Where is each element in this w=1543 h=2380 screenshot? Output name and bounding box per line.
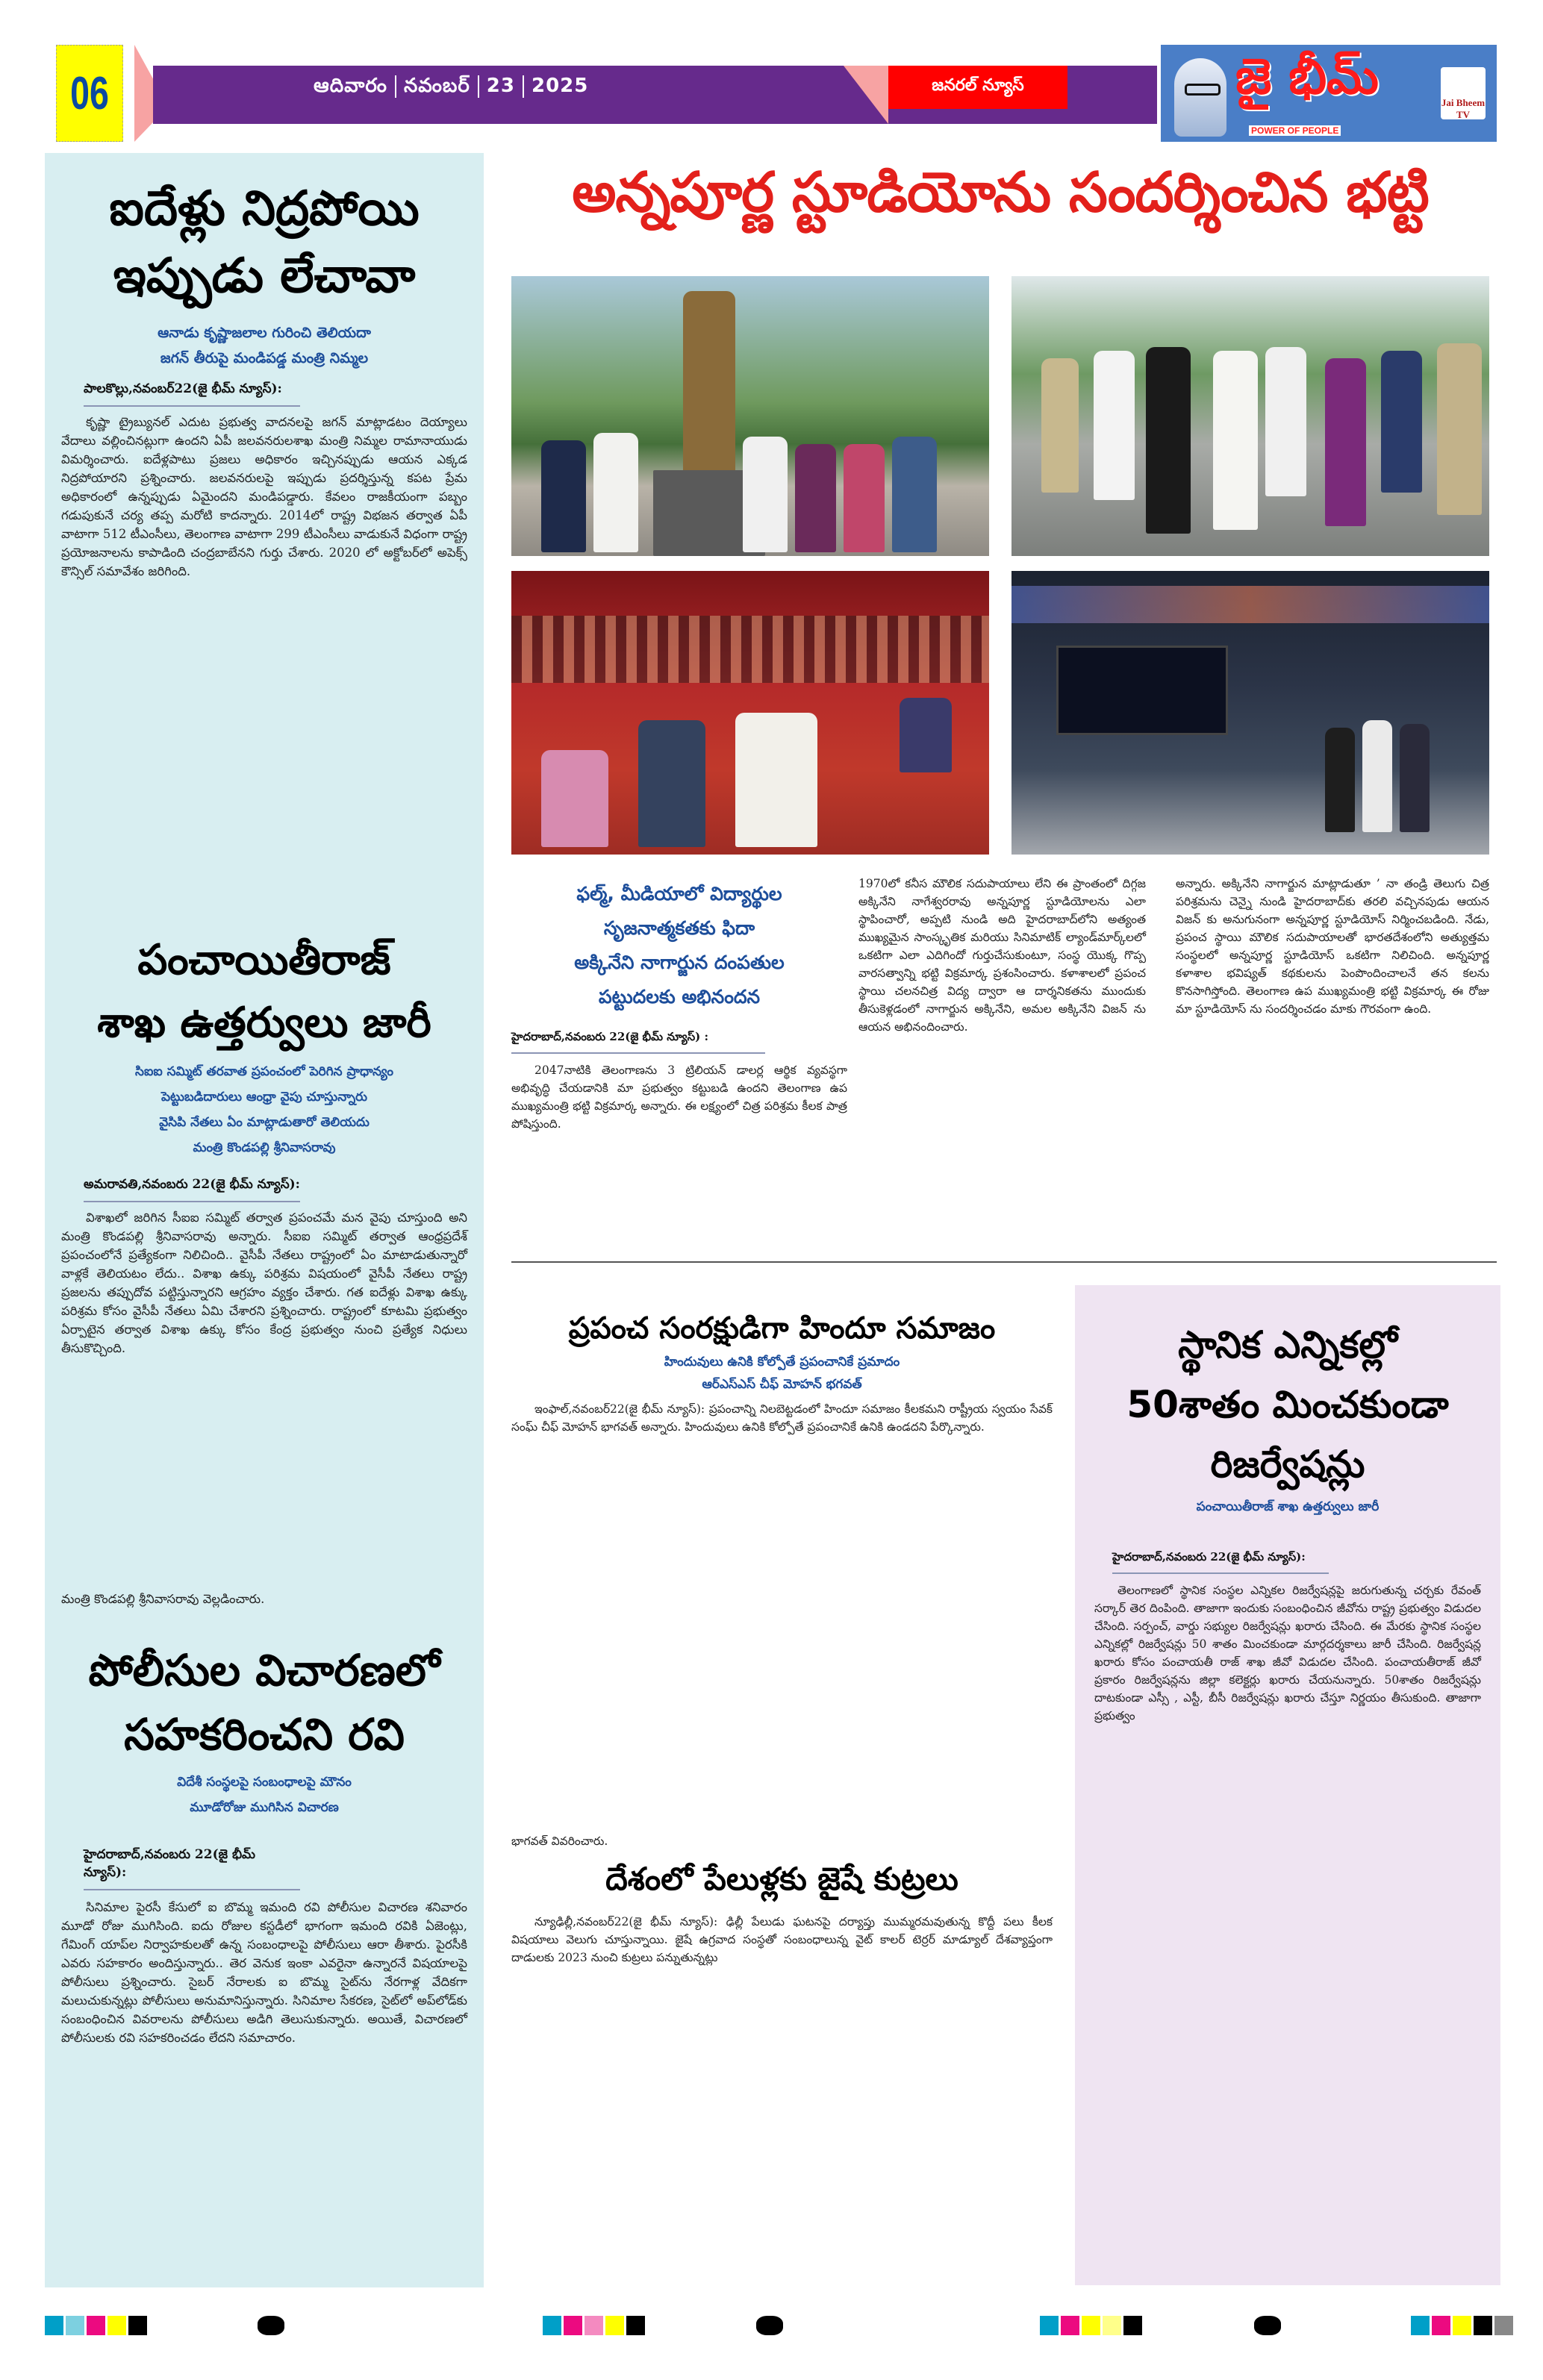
- deck: [511, 1351, 1053, 1396]
- left-column: [45, 153, 484, 2287]
- subheadline-line: సృజనాత్మకతకు ఫిదా: [603, 917, 755, 939]
- page-number-edge: [134, 45, 153, 142]
- day: ఆదివారం: [314, 75, 387, 97]
- article-body: తెలంగాణలో స్థానిక సంస్థల ఎన్నికల రిజర్వేషన్లపై జరుగుతున్న చర్చకు రేవంత్ సర్కార్ తెర దింపింది. తాజాగా ఇందుకు సంబంధించిన జీవోను రాష్ట్ర ప్రభుత్వం విడుదల చేసింది. సర్పంచ్, వార్డు సభ్యుల రిజర్వేషన్లు ఖరారు చేసింది. ఈ మేరకు స్థానిక సంస్థల ఎన్నికల్లో రిజర్వేషన్లు 50 శాతం మించకుండా మార్గదర్శకాలు జారీ చేసింది. రిజర్వేషన్ల ఖరారు కోసం పంచాయతీ రాజ్ శాఖ జీవో విడుదల చేసింది. పంచాయతీరాజ్ జీవో ప్రకారం రిజర్వేషన్లను జిల్లా కలెక్టర్లు ఖరారు చేయనున్నారు. 50శాతం రిజర్వేషన్లు దాటకుండా ఎస్సీ , ఎస్టీ, బీసీ రిజర్వేషన్లు ఖరారు చేస్తూ నిర్ణయం తీసుకుంది. తాజాగా ప్రభుత్వం: [1094, 1584, 1481, 1722]
- jai-bheem-tv-logo: Jai Bheem TV: [1441, 67, 1486, 119]
- photo-theatre-students: [511, 571, 989, 855]
- deck-line: సిఐఐ సమ్మిట్ తరవాత ప్రపంచంలో పెరిగిన ప్రాధాన్యం: [135, 1064, 393, 1079]
- deck-line: హిందువులు ఉనికి కోల్పోతే ప్రపంచానికే ప్రమాదం: [664, 1355, 900, 1369]
- article-mohan-bhagwat: [511, 1306, 1053, 1436]
- color-registration-mark: [1411, 2316, 1513, 2335]
- headline: [1075, 1315, 1500, 1494]
- main-headline: అన్నపూర్ణ స్టూడియోను సందర్శించిన భట్టి: [572, 160, 1429, 225]
- section-divider: [511, 1261, 1497, 1263]
- right-box: [1075, 1285, 1500, 2285]
- deck-line: ఆనాడు కృష్ణాజలాల గురించి తెలియదా: [158, 325, 371, 341]
- deck-line: పెట్టుబడిదారులు ఆంధ్రా వైపు చూస్తున్నారు: [160, 1090, 368, 1105]
- headline-line: రిజర్వేషన్లు: [1210, 1443, 1365, 1486]
- photo-walking-visit: [1011, 276, 1489, 556]
- date: 23: [486, 75, 515, 97]
- headline: దేశంలో పేలుళ్లకు జైషే కుట్రలు: [605, 1861, 958, 1897]
- headline-line: ఐదేళ్లు నిద్రపోయి: [109, 181, 420, 237]
- article-panchayati: [61, 929, 467, 1606]
- registration-dot: [1254, 2316, 1281, 2335]
- headline-line: స్థానిక ఎన్నికల్లో: [1178, 1323, 1397, 1367]
- headline-line: పంచాయితీరాజ్: [137, 936, 391, 984]
- registration-dot: [258, 2316, 284, 2335]
- article-body: కృష్ణా ట్రైబ్యునల్ ఎదుట ప్రభుత్వ వాదనలపై జగన్ మాట్లాడటం దెయ్యాలు వేదాలు వల్లించినట్లుగా ఉందని ఏపీ జలవనరులశాఖ మంత్రి నిమ్మల రామానాయుడు విమర్శించారు. ఐదేళ్లపాటు ప్రజలు అధికారం ఇచ్చినప్పుడు ఆయన ఎక్కడ నిద్రపోయారని ప్రశ్నించారు. జలవనరులపై ఇప్పుడు ప్రదర్శిస్తున్న కపట ప్రేమ అధికారంలో ఉన్నప్పుడు ఏమైందని మండిపడ్డారు. కేవలం రాజకీయంగా పబ్బం గడుపుకునే చర్య తప్ప మరోటి కాదన్నారు. 2014లో రాష్ట్ర విభజన తర్వాత ఏపీ వాటాగా 512 టీఎంసీలు, తెలంగాణ వాటాగా 299 టీఎంసీలు వాడుకునే విధంగా రాష్ట్ర ప్రయోజనాలను కాపాడింది చంద్రబాబేనని గుర్తు చేశారు. 2020 లో అక్టోబర్‌లో అపెక్స్ కౌన్సిల్ సమావేశం జరిగింది.: [61, 415, 467, 578]
- article-body: ఇంఫాల్,నవంబర్22(జై భీమ్ న్యూస్): ప్రపంచాన్ని నిలబెట్టడంలో హిందూ సమాజం కీలకమని రాష్ట్రీయ స్వయం సేవక్ సంఘ్ చీఫ్ మోహన్ భాగవత్ అన్నారు. హిందువులు ఉనికి కోల్పోతే ప్రపంచానికే ఉనికి ఉండదని పేర్కొన్నారు.: [511, 1402, 1053, 1434]
- article-ibomma-ravi: [61, 1638, 467, 2047]
- dateline: హైదరాబాద్,నవంబరు 22(జై భీమ్ న్యూస్) :: [511, 1030, 765, 1054]
- headline: [61, 929, 467, 1055]
- article-body: విశాఖలో జరిగిన సీఐఐ సమ్మిట్ తర్వాత ప్రపంచమే మన వైపు చూస్తుంది అని మంత్రి కొండపల్లి శ్రీనివాసరావు అన్నారు. సీఐఐ సమ్మిట్ తర్వాత ఆంధ్రప్రదేశ్ ప్రపంచంలోనే ప్రత్యేకంగా నిలిచింది.. వైసీపీ నేతలు రాష్ట్రంలో ఏం మాటాడుతున్నారో వాళ్లకే తెలియటం లేదు.. విశాఖ ఉక్కు పరిశ్రమ విషయంలో వైసీపీ నేతలు రాష్ట్ర ప్రజలను తప్పుదోవ పట్టిస్తున్నారని ఆగ్రహం వ్యక్తం చేశారు. గత ఐదేళ్లు విశాఖ ఉక్కు పరిశ్రమ కోసం వైసీపీ నేతలు ఏమి చేశారని ప్రశ్నించారు. రాష్ట్రంలో కూటమి ప్రభుత్వం ఏర్పాటైన తర్వాత విశాఖ ఉక్కు కోసం కేంద్ర ప్రభుత్వం నుంచి ప్రత్యేక నిధులు తీసుకొచ్చింది.: [61, 1211, 467, 1355]
- deck: [61, 1770, 467, 1820]
- deck: పంచాయితీరాజ్ శాఖ ఉత్తర్వులు జారీ: [1196, 1499, 1380, 1514]
- deck-line: మంత్రి కొండపల్లి శ్రీనివాసరావు: [193, 1140, 336, 1155]
- deck-line: ఆర్ఎస్ఎస్ చీఫ్ మోహన్ భగవత్: [702, 1377, 862, 1392]
- deck-line: జగన్ తీరుపై మండిపడ్డ మంత్రి నిమ్మల: [160, 350, 369, 366]
- article-body: న్యూఢిల్లీ,నవంబర్22(జై భీమ్ న్యూస్): ఢిల్లీ పేలుడు ఘటనపై దర్యాప్తు ముమ్మరమవుతున్న కొద్దీ పలు కీలక విషయాలు వెలుగు చూస్తున్నాయి. జైషే ఉగ్రవాద సంస్థతో సంబంధాలున్న వైట్ కాలర్ టెర్రర్ మాడ్యూల్ దేశవ్యాప్తంగా దాడులకు 2023 నుంచి కుట్రలు పన్నుతున్నట్లు: [511, 1915, 1053, 1964]
- section-label: జనరల్ న్యూస్: [888, 66, 1067, 109]
- headline-line: 50శాతం మించకుండా: [1126, 1383, 1449, 1426]
- article-closing: మంత్రి కొండపల్లి శ్రీనివాసరావు వెల్లడించారు.: [61, 1592, 265, 1606]
- dateline: హైదరాబాద్,నవంబరు 22(జై భీమ్ న్యూస్):: [1112, 1550, 1329, 1574]
- deck: [61, 320, 467, 371]
- page-number: 06: [56, 45, 123, 142]
- color-registration-mark: [45, 2316, 147, 2335]
- color-registration-mark: [543, 2316, 645, 2335]
- main-story-col1: [511, 877, 847, 1133]
- headline-line: సహకరించని రవి: [124, 1709, 405, 1760]
- deck-line: మూడోరోజు ముగిసిన విచారణ: [190, 1800, 339, 1815]
- subheadline: [511, 877, 847, 1014]
- headline-line: ఇప్పుడు లేచావా: [113, 249, 416, 304]
- registration-dot: [756, 2316, 783, 2335]
- headline: [61, 1638, 467, 1767]
- issue-date: [314, 75, 588, 101]
- article-closing: భాగవత్ వివరించారు.: [511, 1834, 608, 1848]
- article-nimmala: [45, 153, 484, 581]
- deck-line: విదేశీ సంస్థలపై సంబంధాలపై మౌనం: [177, 1775, 352, 1790]
- photo-dolby-theatre: [1011, 571, 1489, 855]
- ambedkar-portrait-icon: [1174, 58, 1226, 137]
- photo-statue-group: [511, 276, 989, 556]
- dateline: హైదరాబాద్,నవంబరు 22(జై భీమ్ న్యూస్):: [84, 1847, 300, 1890]
- headline: ప్రపంచ సంరక్షుడిగా హిందూ సమాజం: [568, 1311, 996, 1346]
- masthead-logo: [1161, 45, 1497, 142]
- logo-brand: జై భీమ్: [1235, 48, 1379, 105]
- subheadline-line: అక్కినేని నాగార్జున దంపతుల: [574, 952, 785, 973]
- color-registration-mark: [1040, 2316, 1142, 2335]
- year: 2025: [531, 75, 589, 97]
- main-story-col3: అన్నారు. అక్కినేని నాగార్జున మాట్లాడుతూ ’ నా తండ్రి తెలుగు చిత్ర పరిశ్రమను చెన్నై నుండి హైదరాబాద్‌కు తరలి వచ్చినపుడు ఆయన విజన్ కు అనుగునంగా అన్నపూర్ణ స్టూడియోస్ నిర్మించబడింది. నేడు, ప్రపంచ స్థాయి మౌలిక సదుపాయాలతో భారతదేశంలోని అత్యుత్తమ సంస్థలలో అన్నపూర్ణ స్టూడియోస్ ఒకటిగా నిలిచింది. అన్నపూర్ణ కళాశాల భవిష్యత్ కథకులను పెంపొందించాలనే తన కలను కొనసాగిస్తోంది. తెలంగాణ ఉప ముఖ్యమంత్రి భట్టి విక్రమార్క ఈ రోజు మా స్టూడియోస్ ను సందర్శించడం మాకు గౌరవంగా ఉంది.: [1176, 877, 1489, 1016]
- deck-line: వైసిపి నేతలు ఏం మాట్లాడుతారో తెలియదు: [159, 1115, 370, 1130]
- headline-line: శాఖ ఉత్తర్వులు జారీ: [97, 999, 431, 1047]
- logo-tagline: POWER OF PEOPLE: [1249, 125, 1341, 136]
- headline-line: పోలీసుల విచారణలో: [88, 1645, 440, 1696]
- subheadline-line: పట్టుదలకు అభినందన: [598, 986, 761, 1008]
- deck: [61, 1059, 467, 1161]
- subheadline-line: ఫల్మ్, మీడియాలో విద్యార్థుల: [576, 883, 782, 905]
- dateline: అమరావతి,నవంబరు 22(జై భీమ్ న్యూస్):: [84, 1177, 300, 1202]
- article-body: సినిమాల పైరసీ కేసులో ఐ బొమ్మ ఇమంది రవి పోలీసుల విచారణ శనివారం మూడో రోజు ముగిసింది. ఐదు రోజుల కస్టడీలో భాగంగా ఇమంది రవికి ఏజెంట్లు, గేమింగ్ యాప్‌ల నిర్వాహకులతో ఉన్న సంబంధాలపై పోలీసులు ఆరా తీశారు. పైరసీకి ఎవరు సహకారం అందిస్తున్నారు.. తెర వెనుక ఇంకా ఎవరైనా ఉన్నారనే విషయాలపై పోలీసులు ప్రశ్నించారు. సైబర్ నేరాలకు ఐ బొమ్మ సైట్‌ను నేరగాళ్ల వేదికగా మలుచుకున్నట్లు పోలీసులు అనుమానిస్తున్నారు. సినిమాల సేకరణ, సైట్‌లో అప్‌లోడ్‌కు సంబంధించిన వివరాలను పోలీసులు అడిగి తెలుసుకున్నారు. అయితే, విచారణలో పోలీసులకు రవి సహకరించడం లేదని సమాచారం.: [61, 1900, 467, 2045]
- article-body: 2047నాటికి తెలంగాణను 3 ట్రిలియన్ డాలర్ల ఆర్థిక వ్యవస్థగా అభివృద్ధి చేయడానికి మా ప్రభుత్వం కట్టుబడి ఉందని తెలంగాణ ఉప ముఖ్యమంత్రి భట్టి విక్రమార్క అన్నారు. ఈ లక్ష్యంలో చిత్ర పరిశ్రమ కీలక పాత్ర పోషిస్తుంది.: [511, 1063, 847, 1131]
- main-story-col2: 1970లో కనీస మౌలిక సదుపాయాలు లేని ఈ ప్రాంతంలో దిగ్గజ అక్కినేని నాగేశ్వరరావు అన్నపూర్ణ స్టూడియోలను ఎలా స్థాపించారో, అప్పటి నుండి అది హైదరాబాద్‌లోని అత్యంత ముఖ్యమైన సాంస్కృతిక మరియు సినిమాటిక్ ల్యాండ్‌మార్క్‌లలో ఒకటిగా ఎలా ఎదిగిందో గుర్తుచేసుకుంటూ, సంస్థ యొక్క గొప్ప వారసత్వాన్ని భట్టి విక్రమార్క ప్రశంసించారు. కళాశాలలో ప్రపంచ స్థాయి చలనచిత్ర విద్య ద్వారా ఆ దార్శనికతను ముందుకు తీసుకెళ్లడంలో నాగార్జున అక్కినేని, అమల అక్కినేని విజన్ ను ఆయన అభినందించారు.: [858, 877, 1146, 1034]
- article-jaish-plot: [511, 1855, 1053, 1967]
- month: నవంబర్: [403, 75, 470, 97]
- dateline: పాలకొల్లు,నవంబర్22(జై భీమ్ న్యూస్):: [84, 381, 300, 407]
- headline: [61, 175, 467, 310]
